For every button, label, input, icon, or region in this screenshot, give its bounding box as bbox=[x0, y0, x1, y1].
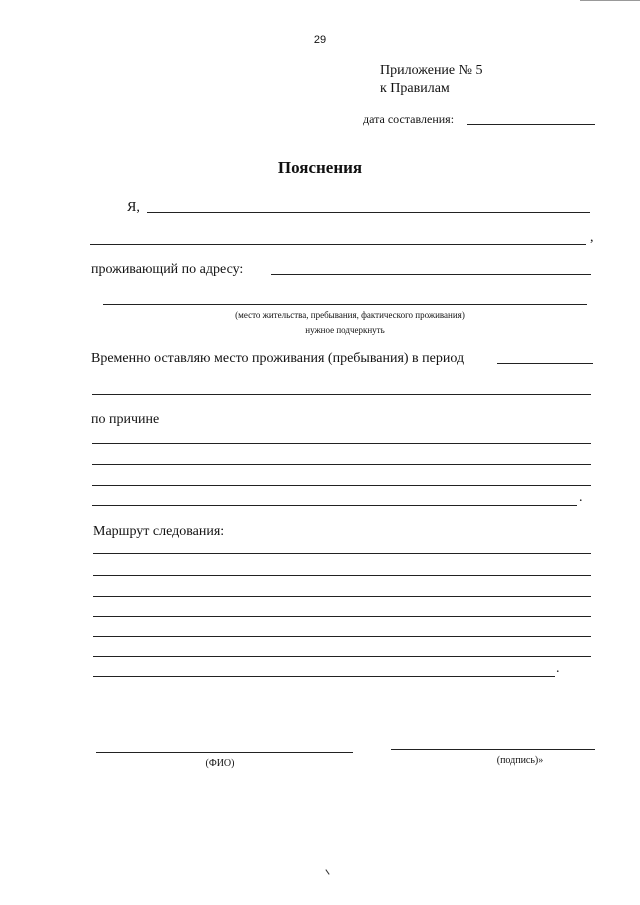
period-field-line[interactable] bbox=[497, 363, 593, 364]
name-comma: , bbox=[590, 230, 594, 245]
name-field-line-2[interactable] bbox=[90, 244, 586, 245]
route-line-4[interactable] bbox=[93, 616, 591, 617]
i-label: Я, bbox=[127, 200, 140, 215]
appendix-number: Приложение № 5 bbox=[380, 63, 483, 78]
underline-note: нужное подчеркнуть bbox=[305, 325, 385, 335]
signature-caption: (подпись)» bbox=[496, 755, 544, 766]
route-line-2[interactable] bbox=[93, 575, 591, 576]
date-label: дата составления: bbox=[363, 112, 455, 126]
fio-line[interactable] bbox=[96, 752, 353, 753]
name-field-line[interactable] bbox=[147, 212, 590, 213]
document-title: Пояснения bbox=[277, 158, 363, 177]
reason-line-3[interactable] bbox=[92, 485, 591, 486]
reason-period: . bbox=[579, 490, 583, 505]
reason-line-2[interactable] bbox=[92, 464, 591, 465]
route-line-5[interactable] bbox=[93, 636, 591, 637]
route-line-6[interactable] bbox=[93, 656, 591, 657]
appendix-header bbox=[380, 62, 483, 98]
route-line-1[interactable] bbox=[93, 553, 591, 554]
appendix-rules: к Правилам bbox=[380, 81, 450, 96]
date-field-line[interactable] bbox=[467, 124, 595, 125]
reason-line-1[interactable] bbox=[92, 443, 591, 444]
scan-mark bbox=[325, 869, 329, 874]
route-period: . bbox=[556, 661, 560, 676]
period-label: Временно оставляю место проживания (пребывания) в период bbox=[91, 351, 465, 366]
reason-label: по причине bbox=[91, 412, 160, 427]
page-number: 29 bbox=[313, 34, 327, 46]
address-label: проживающий по адресу: bbox=[91, 262, 244, 277]
period-field-line-2[interactable] bbox=[92, 394, 591, 395]
signature-line[interactable] bbox=[391, 749, 595, 750]
route-label: Маршрут следования: bbox=[93, 524, 225, 539]
fio-caption: (ФИО) bbox=[205, 758, 235, 769]
address-field-line-2[interactable] bbox=[103, 304, 587, 305]
route-line-7[interactable] bbox=[93, 676, 555, 677]
page-edge-line bbox=[580, 0, 640, 1]
address-field-line[interactable] bbox=[271, 274, 591, 275]
route-line-3[interactable] bbox=[93, 596, 591, 597]
reason-line-4[interactable] bbox=[92, 505, 577, 506]
address-caption: (место жительства, пребывания, фактического проживания) bbox=[235, 310, 465, 320]
